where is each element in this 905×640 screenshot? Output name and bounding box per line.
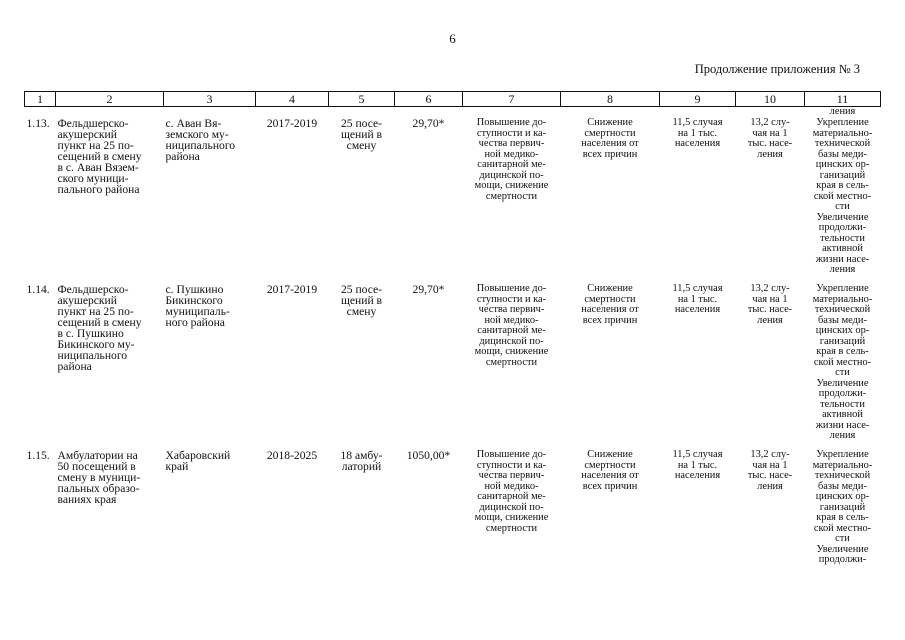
period: 2017-2019 — [266, 117, 318, 130]
column-header: 9 — [660, 92, 736, 107]
table-row — [25, 450, 881, 580]
header-row — [25, 92, 881, 107]
indicator-value: 11,5 случая на 1 тыс. населения — [672, 117, 723, 149]
column-header: 2 — [56, 92, 164, 107]
cost: 29,70* — [412, 283, 445, 296]
indicator-value: 11,5 случая на 1 тыс. населения — [672, 283, 723, 315]
effect: Снижение смертности населения от всех причин — [581, 283, 639, 326]
indicator-value: 13,2 слу- чая на 1 тыс. насе- ления — [747, 117, 793, 160]
cost: 29,70* — [412, 117, 445, 130]
capacity: 18 амбу- латорий — [340, 449, 383, 473]
object-name: Фельдшерско- акушерский пункт на 25 по- сещений в смену в с. Пушкино Бикинского му- ниципального района — [57, 283, 142, 373]
goal: Повышение до- ступности и ка- чества первич- ной медико- санитарной ме- дицинской по- мощи, снижение смертности — [474, 283, 549, 368]
column-header: 8 — [561, 92, 660, 107]
row-number: 1.14. — [26, 283, 50, 296]
indicator-value: 13,2 слу- чая на 1 тыс. насе- ления — [747, 449, 793, 492]
goal: Повышение до- ступности и ка- чества первич- ной медико- санитарной ме- дицинской по- мощи, снижение смертности — [474, 449, 549, 534]
row-number: 1.15. — [26, 449, 50, 462]
capacity: 25 посе- щений в смену — [340, 283, 383, 318]
object-location: Хабаровский край — [165, 449, 231, 473]
table-row — [25, 118, 881, 284]
column-header: 6 — [395, 92, 463, 107]
column-header: 5 — [329, 92, 395, 107]
indicator-value: 11,5 случая на 1 тыс. населения — [672, 449, 723, 481]
effect: Снижение смертности населения от всех причин — [581, 117, 639, 160]
object-location: с. Пушкино Бикинского муниципаль- ного района — [165, 283, 230, 329]
period: 2017-2019 — [266, 283, 318, 296]
expected-result: Укрепление материально- технической базы меди- цинских ор- ганизаций края в сель- ской местно- сти Увеличение продолжи- тельности активной жизни насе- ления — [812, 117, 873, 275]
column-header: 4 — [256, 92, 329, 107]
row-number: 1.13. — [26, 117, 50, 130]
appendix-table — [24, 91, 881, 580]
column-header: 11 — [805, 92, 881, 107]
column-header: 7 — [463, 92, 561, 107]
expected-result: Укрепление материально- технической базы меди- цинских ор- ганизаций края в сель- ской местно- сти Увеличение продолжи- тельности активной жизни насе- ления — [812, 283, 873, 441]
effect: Снижение смертности населения от всех причин — [581, 449, 639, 492]
object-name: Фельдшерско- акушерский пункт на 25 по- сещений в смену в с. Аван Вязем- ского муници- пального района — [57, 117, 142, 196]
table-row — [25, 284, 881, 450]
goal: Повышение до- ступности и ка- чества первич- ной медико- санитарной ме- дицинской по- мощи, снижение смертности — [474, 117, 549, 202]
capacity: 25 посе- щений в смену — [340, 117, 383, 152]
page-number: 6 — [449, 31, 456, 46]
indicator-value: 13,2 слу- чая на 1 тыс. насе- ления — [747, 283, 793, 326]
column-header: 3 — [164, 92, 256, 107]
period: 2018-2025 — [266, 449, 318, 462]
expected-result: Укрепление материально- технической базы меди- цинских ор- ганизаций края в сель- ской местно- сти Увеличение продолжи- — [812, 449, 873, 565]
carryover-text: ления — [829, 106, 856, 117]
object-location: с. Аван Вя- земского му- ниципального района — [165, 117, 236, 163]
continuation-label: Продолжение приложения № 3 — [694, 62, 860, 76]
object-name: Амбулатории на 50 посещений в смену в муници- пальных образо- ваниях края — [57, 449, 141, 506]
column-header: 10 — [736, 92, 805, 107]
column-header: 1 — [25, 92, 56, 107]
cost: 1050,00* — [406, 449, 451, 462]
